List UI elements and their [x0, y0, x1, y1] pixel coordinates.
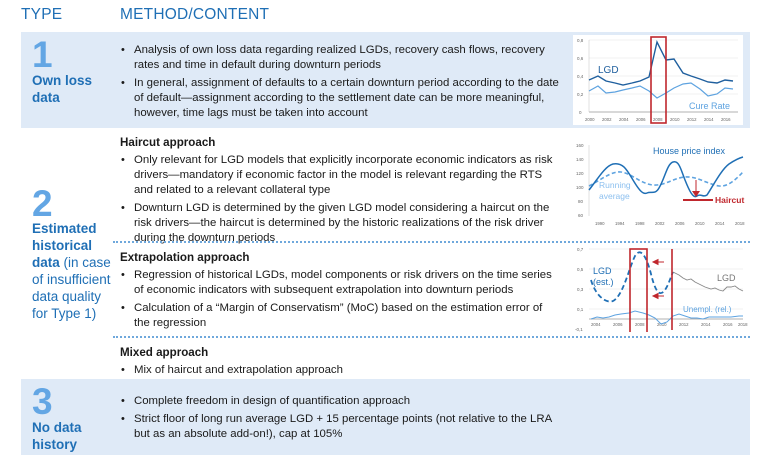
y-tick: 0,2 [577, 92, 584, 97]
x-tick: 2010 [657, 322, 667, 327]
type-title-line: Estimated [32, 221, 97, 236]
y-tick: 140 [576, 157, 584, 162]
arrow-left-icon [653, 294, 658, 299]
x-tick: 2012 [687, 117, 697, 122]
type-title-line: No data [32, 420, 82, 435]
chart-extrapolation [573, 244, 748, 332]
x-tick: 2002 [602, 117, 612, 122]
x-tick: 2014 [704, 117, 714, 122]
label-lgd: LGD [717, 273, 736, 283]
x-tick: 2008 [653, 117, 663, 122]
x-tick: 2008 [635, 322, 645, 327]
type-title-line: historical [32, 238, 93, 253]
x-tick: 2006 [675, 221, 685, 226]
x-tick: 2014 [715, 221, 725, 226]
x-tick: 2018 [735, 221, 745, 226]
label-running-average: average [599, 191, 630, 201]
x-tick: 1990 [595, 221, 605, 226]
type-title-line: data [32, 90, 60, 105]
bullet-item: • Analysis of own loss data regarding realized LGDs, recovery cash flows, recovery rates and time in default during downturn periods [120, 43, 560, 73]
mixed-approach [120, 345, 560, 381]
x-tick: 2006 [636, 117, 646, 122]
column-header-type: TYPE [21, 6, 63, 23]
label-unemployment: Unempl. (rel.) [683, 305, 732, 314]
x-tick: 2004 [619, 117, 629, 122]
y-tick: 0,5 [577, 267, 584, 272]
y-tick: 100 [576, 185, 584, 190]
subhead-extrapolation: Extrapolation approach [120, 251, 250, 264]
section-number-3: 3 [32, 381, 53, 422]
label-lgd: LGD [598, 65, 619, 76]
subhead-mixed: Mixed approach [120, 346, 209, 359]
y-tick: -0,1 [575, 327, 583, 332]
subhead-haircut: Haircut approach [120, 136, 216, 149]
label-cure-rate: Cure Rate [689, 101, 731, 111]
type-title-estimated-historical [32, 220, 117, 322]
section-number-2: 2 [32, 183, 53, 224]
bullet-item: • Downturn LGD is determined by the given LGD model considering a haircut on the risk drivers—the haircut is determined by the historic realizations of the risk driver during the downturn periods [120, 201, 560, 246]
section-3-content [120, 394, 560, 445]
y-tick: 120 [576, 171, 584, 176]
highlight-box-2008 [630, 249, 647, 332]
type-title-line: data [32, 255, 60, 270]
section-number-1: 1 [32, 34, 53, 75]
y-tick: 80 [578, 199, 584, 204]
dotted-separator [113, 336, 750, 338]
y-tick: 0,1 [577, 307, 584, 312]
bullet-item: • Complete freedom in design of quantification approach [120, 394, 560, 409]
type-note: data quality [32, 289, 102, 304]
label-haircut: Haircut [715, 195, 745, 205]
y-tick: 0,6 [577, 56, 584, 61]
y-tick: 0 [579, 110, 582, 115]
bullet-item: • Regression of historical LGDs, model components or risk drivers on the time series of economic indicators with subsequent extrapolation into downturn periods [120, 268, 560, 298]
chart-lgd-cure-rate [573, 35, 743, 125]
x-tick: 2016 [721, 117, 731, 122]
x-tick: 2018 [738, 322, 748, 327]
x-tick: 2006 [613, 322, 623, 327]
arrow-left-icon [653, 260, 658, 265]
y-tick: 0,3 [577, 287, 584, 292]
y-tick: 160 [576, 143, 584, 148]
label-house-price-index: House price index [653, 146, 726, 156]
type-title-no-data [32, 419, 82, 453]
x-tick: 2010 [695, 221, 705, 226]
x-tick: 2000 [585, 117, 595, 122]
x-tick: 1994 [615, 221, 625, 226]
x-tick: 2016 [723, 322, 733, 327]
x-tick: 2002 [655, 221, 665, 226]
type-note: for Type 1) [32, 306, 97, 321]
bullet-item: • Calculation of a “Margin of Conservatism” (MoC) based on the estimation error of the regression [120, 301, 560, 331]
x-tick: 2012 [679, 322, 689, 327]
type-title-own-loss [32, 72, 92, 106]
section-1-content [120, 43, 560, 124]
label-lgd-est: LGD [593, 266, 612, 276]
haircut-approach [120, 135, 560, 249]
bullet-item: • In general, assignment of defaults to a certain downturn period according to the date of default—assignment according to the settlement date can be more meaningful, however, time lags must be taken into account [120, 76, 560, 121]
extrapolation-approach [120, 250, 560, 334]
label-running-average: Running [599, 180, 631, 190]
y-tick: 0,7 [577, 247, 584, 252]
x-tick: 1998 [635, 221, 645, 226]
label-lgd-est: (est.) [593, 277, 614, 287]
column-header-method: METHOD/CONTENT [120, 6, 270, 23]
type-note: (in case [59, 255, 111, 270]
highlight-box-2008 [651, 37, 666, 123]
bullet-item: • Mix of haircut and extrapolation approach [120, 363, 560, 378]
type-title-line: Own loss [32, 73, 93, 88]
dotted-separator [113, 241, 750, 243]
type-title-line: history [32, 437, 78, 452]
bullet-item: • Strict floor of long run average LGD + 15 percentage points (not relative to the LRA but as an absolute add-on!), cap at 105% [120, 412, 560, 442]
y-tick: 60 [578, 213, 584, 218]
x-tick: 2004 [591, 322, 601, 327]
y-tick: 0,8 [577, 38, 584, 43]
x-tick: 2014 [701, 322, 711, 327]
chart-house-price-index [573, 140, 748, 232]
x-tick: 2010 [670, 117, 680, 122]
type-note: of insufficient [32, 272, 111, 287]
bullet-item: • Only relevant for LGD models that explicitly incorporate economic indicators as risk drivers—mandatory if economic factor in the model is relevant regarding the RTS and related to a relevant collateral type [120, 153, 560, 198]
y-tick: 0,4 [577, 74, 584, 79]
